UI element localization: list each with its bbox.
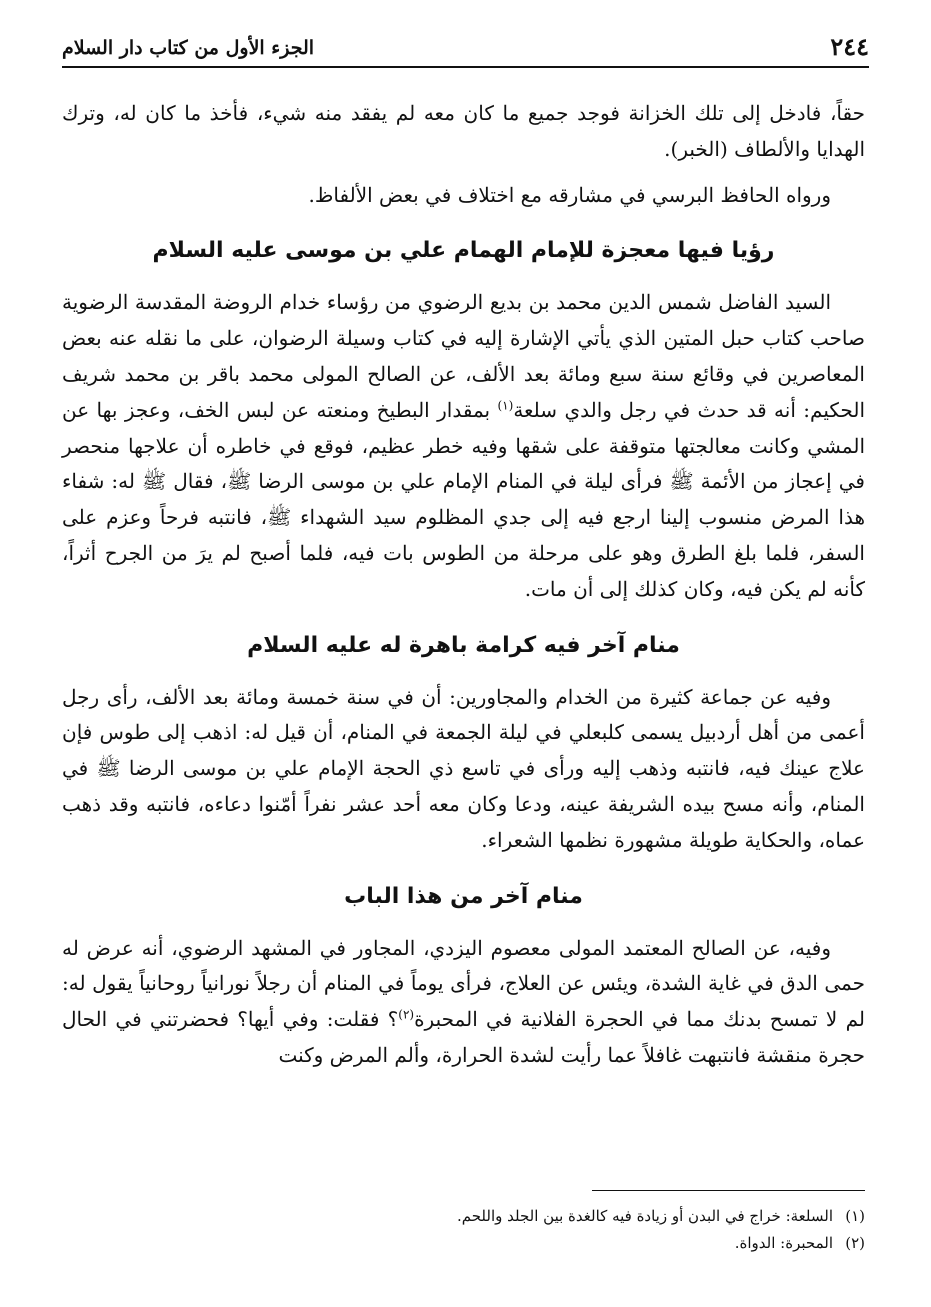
footnote-ref-1: (١) <box>497 398 514 413</box>
section-heading-1: رؤيا فيها معجزة للإمام الهمام علي بن موسى عليه السلام <box>152 238 775 264</box>
paragraph-3-part-b: بمقدار البطيخ ومنعته عن لبس الخف، وعجز بها عن المشي وكانت معالجتها متوقفة على شقها وفيه خطر عظيم، فوقع في خاطره أن علاجها منحصر في إعجاز من الأئمة ﷺ فرأى ليلة في المنام الإمام علي بن موسى الرضا ﷺ، فقال ﷺ له: شفاء هذا المرض منسوب إلينا ارجع فيه إلى جدي المظلوم سيد الشهداء ﷺ، فانتبه فرحاً وعزم على السفر، فلما بلغ الطرق وهو على مرحلة من الطوس بات فيه، فلما أصبح لم يرَ من الجرح أثراً، كأنه لم يكن فيه، وكان كذلك إلى أن مات. <box>62 397 865 601</box>
section-heading-2: منام آخر فيه كرامة باهرة له عليه السلام <box>247 632 680 658</box>
paragraph-5-part-a: وفيه، عن الصالح المعتمد المولى معصوم اليزدي، المجاور في المشهد الرضوي، أنه عرض له حمى الدق في غاية الشدة، ويئس عن العلاج، فرأى يوماً في المنام أن رجلاً نورانياً روحانياً يقول له: لم لا تمسح بدنك مما في الحجرة الفلانية في المحبرة <box>62 935 865 1032</box>
running-title: الجزء الأول من كتاب دار السلام <box>62 37 315 59</box>
footnote-ref-2: (٢) <box>398 1007 415 1022</box>
footnotes <box>62 1190 865 1257</box>
paragraph-2: ورواه الحافظ البرسي في مشارقه مع اختلاف في بعض الألفاظ. <box>308 182 831 207</box>
paragraph-5-part-b: ؟ فقلت: وفي أيها؟ فحضرتني في الحال حجرة منقشة فانتبهت غافلاً عما رأيت لشدة الحرارة، وألم المرض وكنت <box>62 1007 865 1067</box>
section-heading-3: منام آخر من هذا الباب <box>344 883 583 909</box>
footnote-text: المحبرة: الدواة. <box>734 1234 833 1252</box>
paragraph-5 <box>62 931 865 1074</box>
footnote-1 <box>62 1203 865 1230</box>
paragraph-3-part-a: السيد الفاضل شمس الدين محمد بن بديع الرضوي من رؤساء خدام الروضة المقدسة الرضوية صاحب كتاب حبل المتين الذي يأتي الإشارة إليه في كتاب وسيلة الرضوان، على ما نقله عنه بعض المعاصرين في وقائع سنة سبع ومائة بعد الألف، عن الصالح المولى محمد باقر بن محمد شريف الحكيم: أنه قد حدث في رجل والدي سلعة <box>62 290 865 422</box>
footnote-number: (٢) <box>845 1234 865 1252</box>
footnote-text: السلعة: خراج في البدن أو زيادة فيه كالغدة بين الجلد واللحم. <box>456 1207 833 1225</box>
main-text <box>62 96 865 1074</box>
page-header <box>62 30 869 68</box>
paragraph-4: وفيه عن جماعة كثيرة من الخدام والمجاورين: أن في سنة خمسة ومائة بعد الألف، رأى رجل أعمى من أهل أردبيل يسمى كلبعلي في ليلة الجمعة في المنام، أن قيل له: اذهب إلى طوس فإن علاج عينك فيه، فانتبه وذهب إليه ورأى في تاسع ذي الحجة الإمام علي بن موسى الرضا ﷺ في المنام، وأنه مسح بيده الشريفة عينه، ودعا وكان معه أحد عشر نفراً أمّنوا دعاءه، فانتبه وقد ذهب عماه، والحكاية طويلة مشهورة نظمها الشعراء. <box>62 684 865 852</box>
footnote-2 <box>62 1230 865 1257</box>
page-number: ٢٤٤ <box>830 32 869 61</box>
paragraph-3 <box>62 285 865 607</box>
paragraph-1: حقاً، فادخل إلى تلك الخزانة فوجد جميع ما كان معه لم يفقد منه شيء، فأخذ ما كان له، وترك الهدايا والألطاف (الخبر). <box>62 101 865 161</box>
footnote-number: (١) <box>845 1207 865 1225</box>
